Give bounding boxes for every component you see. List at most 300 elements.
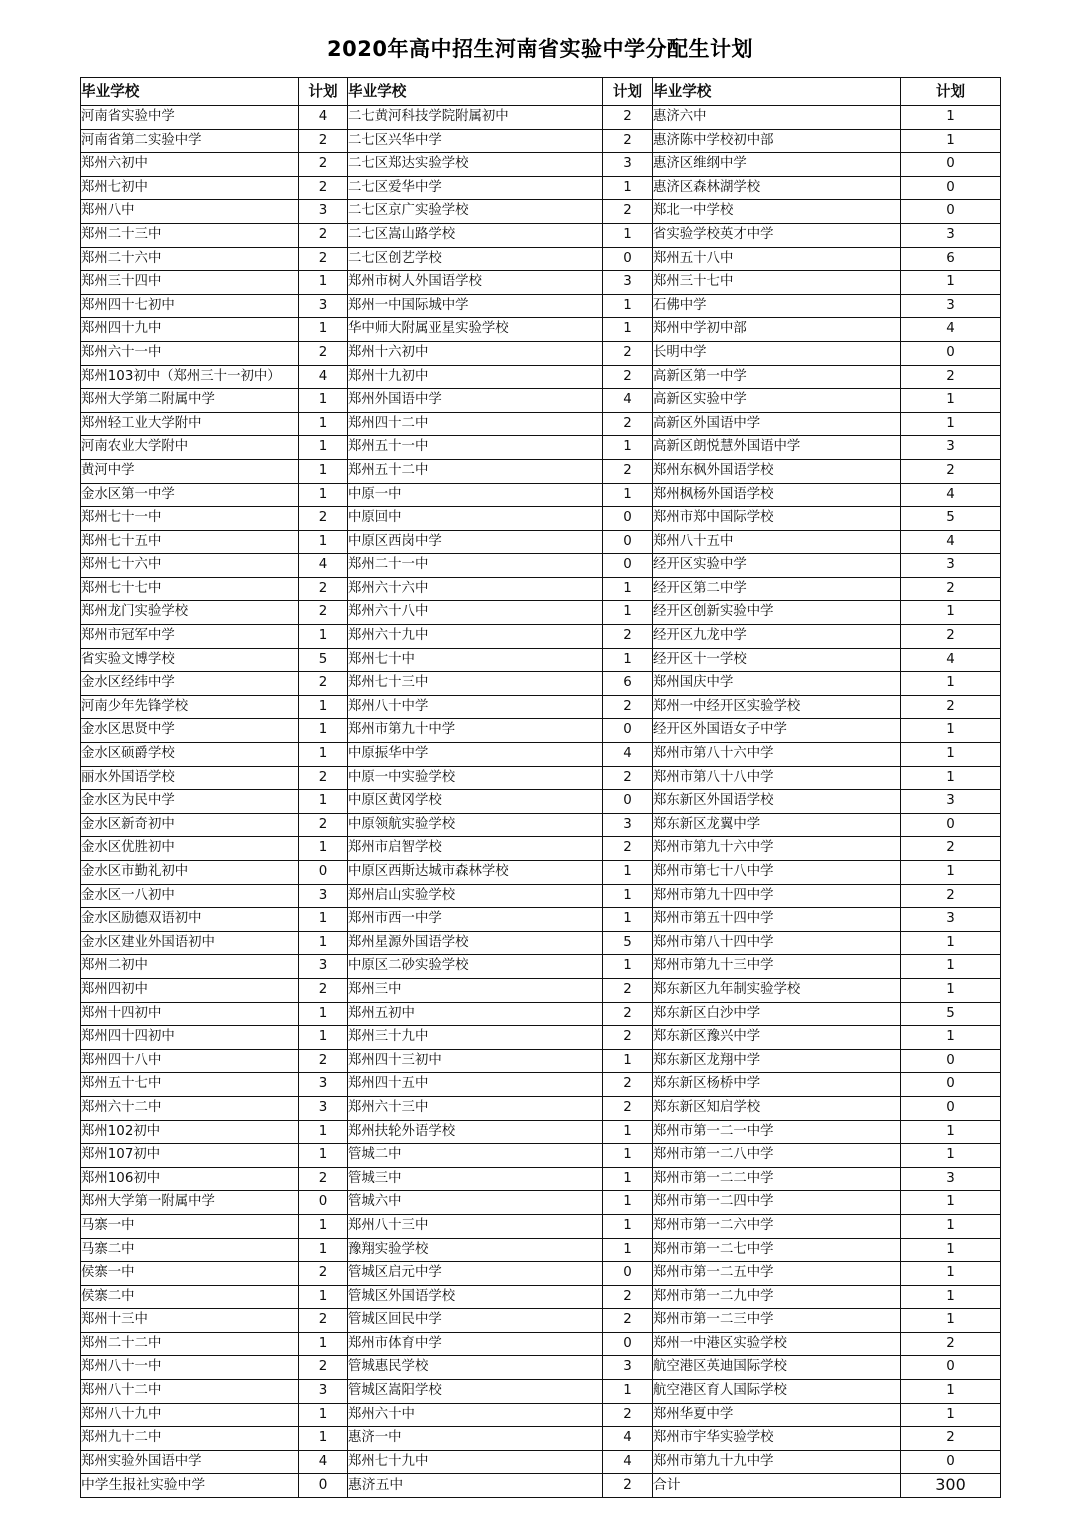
cell-school-1: 郑州四十八中	[81, 1049, 299, 1073]
cell-school-3: 惠济六中	[653, 106, 901, 130]
cell-plan-1: 1	[299, 790, 348, 814]
cell-plan-1: 4	[299, 106, 348, 130]
cell-plan-1: 1	[299, 1285, 348, 1309]
cell-school-1: 黄河中学	[81, 459, 299, 483]
cell-school-2: 郑州十六初中	[348, 341, 603, 365]
table-row	[81, 978, 1001, 1002]
cell-plan-3: 6	[901, 247, 1001, 271]
cell-plan-3: 300	[901, 1474, 1001, 1498]
cell-plan-3: 0	[901, 153, 1001, 177]
cell-school-1: 河南省实验中学	[81, 106, 299, 130]
cell-school-2: 二七区嵩山路学校	[348, 223, 603, 247]
cell-school-2: 二七区兴华中学	[348, 129, 603, 153]
cell-school-3: 经开区外国语女子中学	[653, 719, 901, 743]
cell-plan-1: 1	[299, 1427, 348, 1451]
table-row	[81, 1450, 1001, 1474]
cell-plan-2: 1	[603, 601, 653, 625]
cell-plan-1: 0	[299, 1474, 348, 1498]
cell-school-2: 管城区启元中学	[348, 1262, 603, 1286]
cell-school-1: 郑州二初中	[81, 955, 299, 979]
cell-school-2: 华中师大附属亚星实验学校	[348, 318, 603, 342]
cell-plan-3: 1	[901, 1191, 1001, 1215]
cell-school-3: 惠济区维纲中学	[653, 153, 901, 177]
cell-plan-2: 3	[603, 813, 653, 837]
cell-school-1: 金水区硕爵学校	[81, 743, 299, 767]
cell-school-3: 郑州市第一二二中学	[653, 1167, 901, 1191]
cell-school-3: 经开区十一学校	[653, 648, 901, 672]
cell-school-3: 郑州市第一二三中学	[653, 1309, 901, 1333]
cell-school-1: 郑州龙门实验学校	[81, 601, 299, 625]
cell-school-3: 郑州市第一二六中学	[653, 1214, 901, 1238]
table-row	[81, 577, 1001, 601]
cell-school-1: 郑州四十七初中	[81, 294, 299, 318]
cell-plan-3: 1	[901, 861, 1001, 885]
cell-plan-1: 2	[299, 1167, 348, 1191]
cell-plan-2: 4	[603, 743, 653, 767]
cell-school-2: 郑州六十中	[348, 1403, 603, 1427]
cell-plan-1: 1	[299, 743, 348, 767]
cell-plan-2: 0	[603, 790, 653, 814]
cell-school-2: 管城三中	[348, 1167, 603, 1191]
table-row	[81, 1167, 1001, 1191]
cell-school-3: 经开区第二中学	[653, 577, 901, 601]
cell-school-3: 石佛中学	[653, 294, 901, 318]
cell-school-1: 郑州七十五中	[81, 530, 299, 554]
cell-plan-1: 2	[299, 176, 348, 200]
cell-plan-2: 0	[603, 247, 653, 271]
cell-school-2: 郑州启山实验学校	[348, 884, 603, 908]
cell-plan-2: 2	[603, 129, 653, 153]
cell-plan-3: 1	[901, 1262, 1001, 1286]
cell-school-2: 二七黄河科技学院附属初中	[348, 106, 603, 130]
cell-school-1: 郑州实验外国语中学	[81, 1450, 299, 1474]
cell-plan-1: 1	[299, 837, 348, 861]
cell-school-2: 中原回中	[348, 507, 603, 531]
table-row	[81, 1356, 1001, 1380]
table-row	[81, 1144, 1001, 1168]
cell-school-2: 郑州三中	[348, 978, 603, 1002]
cell-plan-3: 1	[901, 955, 1001, 979]
cell-plan-1: 1	[299, 459, 348, 483]
cell-plan-1: 2	[299, 341, 348, 365]
cell-school-1: 郑州大学第一附属中学	[81, 1191, 299, 1215]
cell-plan-2: 1	[603, 577, 653, 601]
cell-school-1: 郑州二十六中	[81, 247, 299, 271]
cell-school-3: 郑东新区豫兴中学	[653, 1026, 901, 1050]
cell-school-3: 郑州市第九十六中学	[653, 837, 901, 861]
cell-school-1: 金水区建业外国语初中	[81, 931, 299, 955]
cell-school-1: 郑州106初中	[81, 1167, 299, 1191]
cell-school-1: 金水区优胜初中	[81, 837, 299, 861]
header-school-1: 毕业学校	[81, 78, 299, 106]
cell-school-1: 郑州107初中	[81, 1144, 299, 1168]
cell-school-2: 管城六中	[348, 1191, 603, 1215]
cell-plan-1: 5	[299, 648, 348, 672]
cell-plan-1: 1	[299, 1332, 348, 1356]
cell-school-1: 郑州三十四中	[81, 271, 299, 295]
table-row	[81, 1332, 1001, 1356]
cell-plan-3: 3	[901, 294, 1001, 318]
cell-school-2: 郑州市第九十中学	[348, 719, 603, 743]
cell-school-1: 河南省第二实验中学	[81, 129, 299, 153]
cell-school-2: 管城区回民中学	[348, 1309, 603, 1333]
cell-school-1: 郑州轻工业大学附中	[81, 412, 299, 436]
cell-school-2: 郑州二十一中	[348, 554, 603, 578]
header-plan-3: 计划	[901, 78, 1001, 106]
table-body	[81, 106, 1001, 1498]
cell-plan-3: 1	[901, 1380, 1001, 1404]
cell-plan-2: 4	[603, 1427, 653, 1451]
cell-school-1: 郑州市冠军中学	[81, 625, 299, 649]
cell-plan-1: 2	[299, 129, 348, 153]
table-row	[81, 813, 1001, 837]
table-row	[81, 507, 1001, 531]
cell-plan-2: 2	[603, 766, 653, 790]
cell-school-3: 郑州市第一二九中学	[653, 1285, 901, 1309]
cell-school-1: 郑州八十二中	[81, 1380, 299, 1404]
cell-plan-1: 2	[299, 247, 348, 271]
cell-school-1: 丽水外国语学校	[81, 766, 299, 790]
cell-plan-1: 1	[299, 1026, 348, 1050]
cell-school-3: 郑州五十八中	[653, 247, 901, 271]
cell-school-2: 管城二中	[348, 1144, 603, 1168]
cell-plan-3: 1	[901, 1238, 1001, 1262]
table-row	[81, 459, 1001, 483]
cell-school-2: 二七区京广实验学校	[348, 200, 603, 224]
cell-plan-1: 1	[299, 1144, 348, 1168]
cell-school-3: 郑州市第九十九中学	[653, 1450, 901, 1474]
header-plan-2: 计划	[603, 78, 653, 106]
cell-plan-2: 2	[603, 1474, 653, 1498]
cell-school-1: 郑州二十三中	[81, 223, 299, 247]
cell-school-3: 经开区创新实验中学	[653, 601, 901, 625]
table-row	[81, 1191, 1001, 1215]
cell-school-2: 郑州市体育中学	[348, 1332, 603, 1356]
cell-plan-3: 5	[901, 1002, 1001, 1026]
cell-school-2: 郑州六十三中	[348, 1096, 603, 1120]
cell-plan-3: 1	[901, 1120, 1001, 1144]
cell-plan-3: 1	[901, 1309, 1001, 1333]
page-title: 2020年高中招生河南省实验中学分配生计划	[327, 37, 753, 61]
table-row	[81, 1380, 1001, 1404]
cell-school-1: 郑州八十九中	[81, 1403, 299, 1427]
cell-school-3: 惠济陈中学校初中部	[653, 129, 901, 153]
cell-plan-3: 2	[901, 1332, 1001, 1356]
cell-school-1: 金水区为民中学	[81, 790, 299, 814]
cell-school-1: 郑州八中	[81, 200, 299, 224]
cell-plan-3: 1	[901, 743, 1001, 767]
cell-school-3: 高新区实验中学	[653, 389, 901, 413]
table-row	[81, 176, 1001, 200]
cell-school-3: 郑州市第七十八中学	[653, 861, 901, 885]
table-row	[81, 601, 1001, 625]
cell-plan-1: 1	[299, 271, 348, 295]
cell-plan-2: 2	[603, 1309, 653, 1333]
table-row	[81, 931, 1001, 955]
cell-plan-1: 1	[299, 1238, 348, 1262]
cell-plan-3: 3	[901, 436, 1001, 460]
table-row	[81, 1238, 1001, 1262]
cell-plan-2: 2	[603, 459, 653, 483]
cell-school-3: 郑州市郑中国际学校	[653, 507, 901, 531]
cell-plan-2: 1	[603, 1238, 653, 1262]
cell-school-1: 金水区第一中学	[81, 483, 299, 507]
cell-plan-1: 2	[299, 766, 348, 790]
cell-school-1: 郑州七十一中	[81, 507, 299, 531]
cell-plan-3: 1	[901, 1026, 1001, 1050]
cell-plan-2: 1	[603, 1049, 653, 1073]
cell-school-1: 省实验文博学校	[81, 648, 299, 672]
cell-plan-2: 2	[603, 695, 653, 719]
cell-plan-1: 3	[299, 1380, 348, 1404]
cell-plan-3: 0	[901, 200, 1001, 224]
cell-school-3: 郑州市第八十六中学	[653, 743, 901, 767]
cell-school-2: 郑州市树人外国语学校	[348, 271, 603, 295]
cell-school-3: 郑州一中港区实验学校	[653, 1332, 901, 1356]
cell-school-3: 郑北一中学校	[653, 200, 901, 224]
cell-school-1: 郑州七初中	[81, 176, 299, 200]
cell-plan-2: 6	[603, 672, 653, 696]
cell-plan-2: 1	[603, 318, 653, 342]
cell-school-3: 郑州枫杨外国语学校	[653, 483, 901, 507]
cell-plan-3: 0	[901, 1096, 1001, 1120]
cell-plan-1: 2	[299, 1356, 348, 1380]
cell-school-2: 中原区黄冈学校	[348, 790, 603, 814]
cell-school-2: 惠济五中	[348, 1474, 603, 1498]
cell-plan-3: 1	[901, 1285, 1001, 1309]
cell-school-3: 郑州市第八十八中学	[653, 766, 901, 790]
cell-plan-3: 2	[901, 884, 1001, 908]
cell-plan-2: 5	[603, 931, 653, 955]
cell-school-3: 郑州市第一二八中学	[653, 1144, 901, 1168]
cell-plan-3: 0	[901, 176, 1001, 200]
cell-plan-3: 0	[901, 1356, 1001, 1380]
cell-plan-1: 3	[299, 200, 348, 224]
cell-plan-2: 1	[603, 908, 653, 932]
cell-plan-2: 0	[603, 530, 653, 554]
cell-school-2: 郑州八十三中	[348, 1214, 603, 1238]
cell-school-1: 河南农业大学附中	[81, 436, 299, 460]
cell-plan-3: 3	[901, 554, 1001, 578]
table-row	[81, 743, 1001, 767]
cell-plan-2: 1	[603, 1120, 653, 1144]
table-row	[81, 1096, 1001, 1120]
cell-school-3: 郑州市宇华实验学校	[653, 1427, 901, 1451]
cell-plan-2: 1	[603, 436, 653, 460]
cell-plan-1: 2	[299, 1049, 348, 1073]
cell-plan-2: 0	[603, 1332, 653, 1356]
table-row	[81, 365, 1001, 389]
cell-plan-1: 1	[299, 908, 348, 932]
cell-school-2: 惠济一中	[348, 1427, 603, 1451]
cell-school-1: 河南少年先锋学校	[81, 695, 299, 719]
cell-plan-2: 1	[603, 1191, 653, 1215]
cell-plan-2: 2	[603, 1403, 653, 1427]
cell-school-3: 合计	[653, 1474, 901, 1498]
cell-school-2: 郑州六十八中	[348, 601, 603, 625]
table-row	[81, 625, 1001, 649]
cell-plan-2: 2	[603, 341, 653, 365]
cell-school-2: 中原一中实验学校	[348, 766, 603, 790]
cell-school-1: 郑州四十九中	[81, 318, 299, 342]
cell-plan-2: 3	[603, 1356, 653, 1380]
cell-plan-1: 4	[299, 365, 348, 389]
cell-plan-3: 3	[901, 1167, 1001, 1191]
table-row	[81, 719, 1001, 743]
table-row	[81, 554, 1001, 578]
table-row	[81, 1120, 1001, 1144]
cell-school-2: 郑州八十中学	[348, 695, 603, 719]
cell-plan-3: 1	[901, 719, 1001, 743]
cell-school-3: 经开区实验中学	[653, 554, 901, 578]
cell-plan-2: 2	[603, 1002, 653, 1026]
cell-plan-2: 1	[603, 1380, 653, 1404]
cell-school-1: 中学生报社实验中学	[81, 1474, 299, 1498]
cell-plan-1: 3	[299, 955, 348, 979]
cell-plan-1: 1	[299, 1214, 348, 1238]
cell-plan-2: 2	[603, 837, 653, 861]
cell-school-3: 航空港区育人国际学校	[653, 1380, 901, 1404]
table-row	[81, 1002, 1001, 1026]
table-row	[81, 695, 1001, 719]
cell-plan-2: 2	[603, 1096, 653, 1120]
allocation-plan-table	[80, 77, 1001, 1498]
cell-school-3: 郑州中学初中部	[653, 318, 901, 342]
cell-plan-1: 1	[299, 625, 348, 649]
table-row	[81, 1073, 1001, 1097]
header-school-2: 毕业学校	[348, 78, 603, 106]
cell-plan-1: 2	[299, 577, 348, 601]
cell-plan-2: 2	[603, 1026, 653, 1050]
table-row	[81, 766, 1001, 790]
cell-school-1: 郑州六十一中	[81, 341, 299, 365]
cell-school-3: 郑州东枫外国语学校	[653, 459, 901, 483]
cell-school-1: 郑州九十二中	[81, 1427, 299, 1451]
table-row	[81, 1214, 1001, 1238]
cell-school-1: 金水区一八初中	[81, 884, 299, 908]
table-row	[81, 1026, 1001, 1050]
cell-school-3: 郑州市第八十四中学	[653, 931, 901, 955]
cell-school-3: 经开区九龙中学	[653, 625, 901, 649]
cell-plan-3: 1	[901, 978, 1001, 1002]
cell-school-2: 二七区创艺学校	[348, 247, 603, 271]
cell-plan-2: 1	[603, 294, 653, 318]
cell-school-2: 郑州五十二中	[348, 459, 603, 483]
cell-school-3: 航空港区英迪国际学校	[653, 1356, 901, 1380]
cell-plan-1: 1	[299, 931, 348, 955]
cell-school-1: 侯寨二中	[81, 1285, 299, 1309]
table-row	[81, 530, 1001, 554]
table-row	[81, 247, 1001, 271]
cell-plan-2: 2	[603, 625, 653, 649]
table-row	[81, 837, 1001, 861]
cell-plan-3: 3	[901, 223, 1001, 247]
cell-plan-2: 3	[603, 271, 653, 295]
cell-plan-2: 1	[603, 955, 653, 979]
cell-school-3: 郑东新区九年制实验学校	[653, 978, 901, 1002]
cell-school-3: 郑东新区龙翼中学	[653, 813, 901, 837]
cell-plan-1: 1	[299, 719, 348, 743]
cell-plan-1: 2	[299, 813, 348, 837]
cell-school-1: 郑州七十六中	[81, 554, 299, 578]
cell-plan-1: 2	[299, 978, 348, 1002]
cell-plan-1: 1	[299, 1403, 348, 1427]
cell-plan-2: 3	[603, 153, 653, 177]
cell-plan-3: 1	[901, 129, 1001, 153]
cell-plan-2: 1	[603, 861, 653, 885]
cell-school-2: 郑州七十三中	[348, 672, 603, 696]
cell-plan-1: 2	[299, 507, 348, 531]
cell-plan-2: 1	[603, 1167, 653, 1191]
cell-plan-1: 1	[299, 318, 348, 342]
cell-school-3: 郑州国庆中学	[653, 672, 901, 696]
cell-school-1: 郑州七十七中	[81, 577, 299, 601]
cell-plan-2: 1	[603, 176, 653, 200]
table-row	[81, 1427, 1001, 1451]
cell-school-2: 管城惠民学校	[348, 1356, 603, 1380]
cell-school-2: 郑州一中国际城中学	[348, 294, 603, 318]
cell-plan-1: 3	[299, 294, 348, 318]
table-row	[81, 861, 1001, 885]
cell-plan-3: 1	[901, 412, 1001, 436]
cell-school-2: 中原一中	[348, 483, 603, 507]
cell-school-2: 郑州外国语中学	[348, 389, 603, 413]
cell-school-3: 郑州华夏中学	[653, 1403, 901, 1427]
cell-school-1: 郑州六十二中	[81, 1096, 299, 1120]
cell-school-2: 郑州扶轮外语学校	[348, 1120, 603, 1144]
table-row	[81, 436, 1001, 460]
cell-school-2: 郑州星源外国语学校	[348, 931, 603, 955]
cell-school-2: 豫翔实验学校	[348, 1238, 603, 1262]
table-row	[81, 955, 1001, 979]
table-row	[81, 294, 1001, 318]
table-row	[81, 129, 1001, 153]
table-row	[81, 412, 1001, 436]
cell-plan-2: 0	[603, 554, 653, 578]
cell-plan-2: 0	[603, 1262, 653, 1286]
cell-plan-1: 1	[299, 483, 348, 507]
cell-school-2: 郑州四十三初中	[348, 1049, 603, 1073]
cell-plan-2: 0	[603, 719, 653, 743]
table-row	[81, 223, 1001, 247]
cell-school-2: 郑州五十一中	[348, 436, 603, 460]
cell-school-1: 郑州五十七中	[81, 1073, 299, 1097]
cell-school-3: 郑州市第一二七中学	[653, 1238, 901, 1262]
cell-plan-3: 2	[901, 577, 1001, 601]
table-row	[81, 1049, 1001, 1073]
cell-school-3: 郑州市第五十四中学	[653, 908, 901, 932]
cell-plan-1: 1	[299, 412, 348, 436]
header-school-3: 毕业学校	[653, 78, 901, 106]
table-header	[81, 78, 1001, 106]
cell-school-3: 郑州一中经开区实验学校	[653, 695, 901, 719]
cell-plan-3: 0	[901, 1049, 1001, 1073]
table-row	[81, 672, 1001, 696]
cell-plan-3: 2	[901, 837, 1001, 861]
header-plan-1: 计划	[299, 78, 348, 106]
table-row	[81, 884, 1001, 908]
cell-school-3: 高新区朗悦慧外国语中学	[653, 436, 901, 460]
cell-school-3: 郑州市第一二一中学	[653, 1120, 901, 1144]
cell-plan-2: 1	[603, 648, 653, 672]
cell-plan-2: 1	[603, 483, 653, 507]
cell-plan-3: 4	[901, 530, 1001, 554]
cell-plan-1: 2	[299, 223, 348, 247]
cell-school-2: 中原区二砂实验学校	[348, 955, 603, 979]
cell-plan-1: 2	[299, 153, 348, 177]
cell-school-1: 郑州二十二中	[81, 1332, 299, 1356]
cell-plan-3: 1	[901, 106, 1001, 130]
